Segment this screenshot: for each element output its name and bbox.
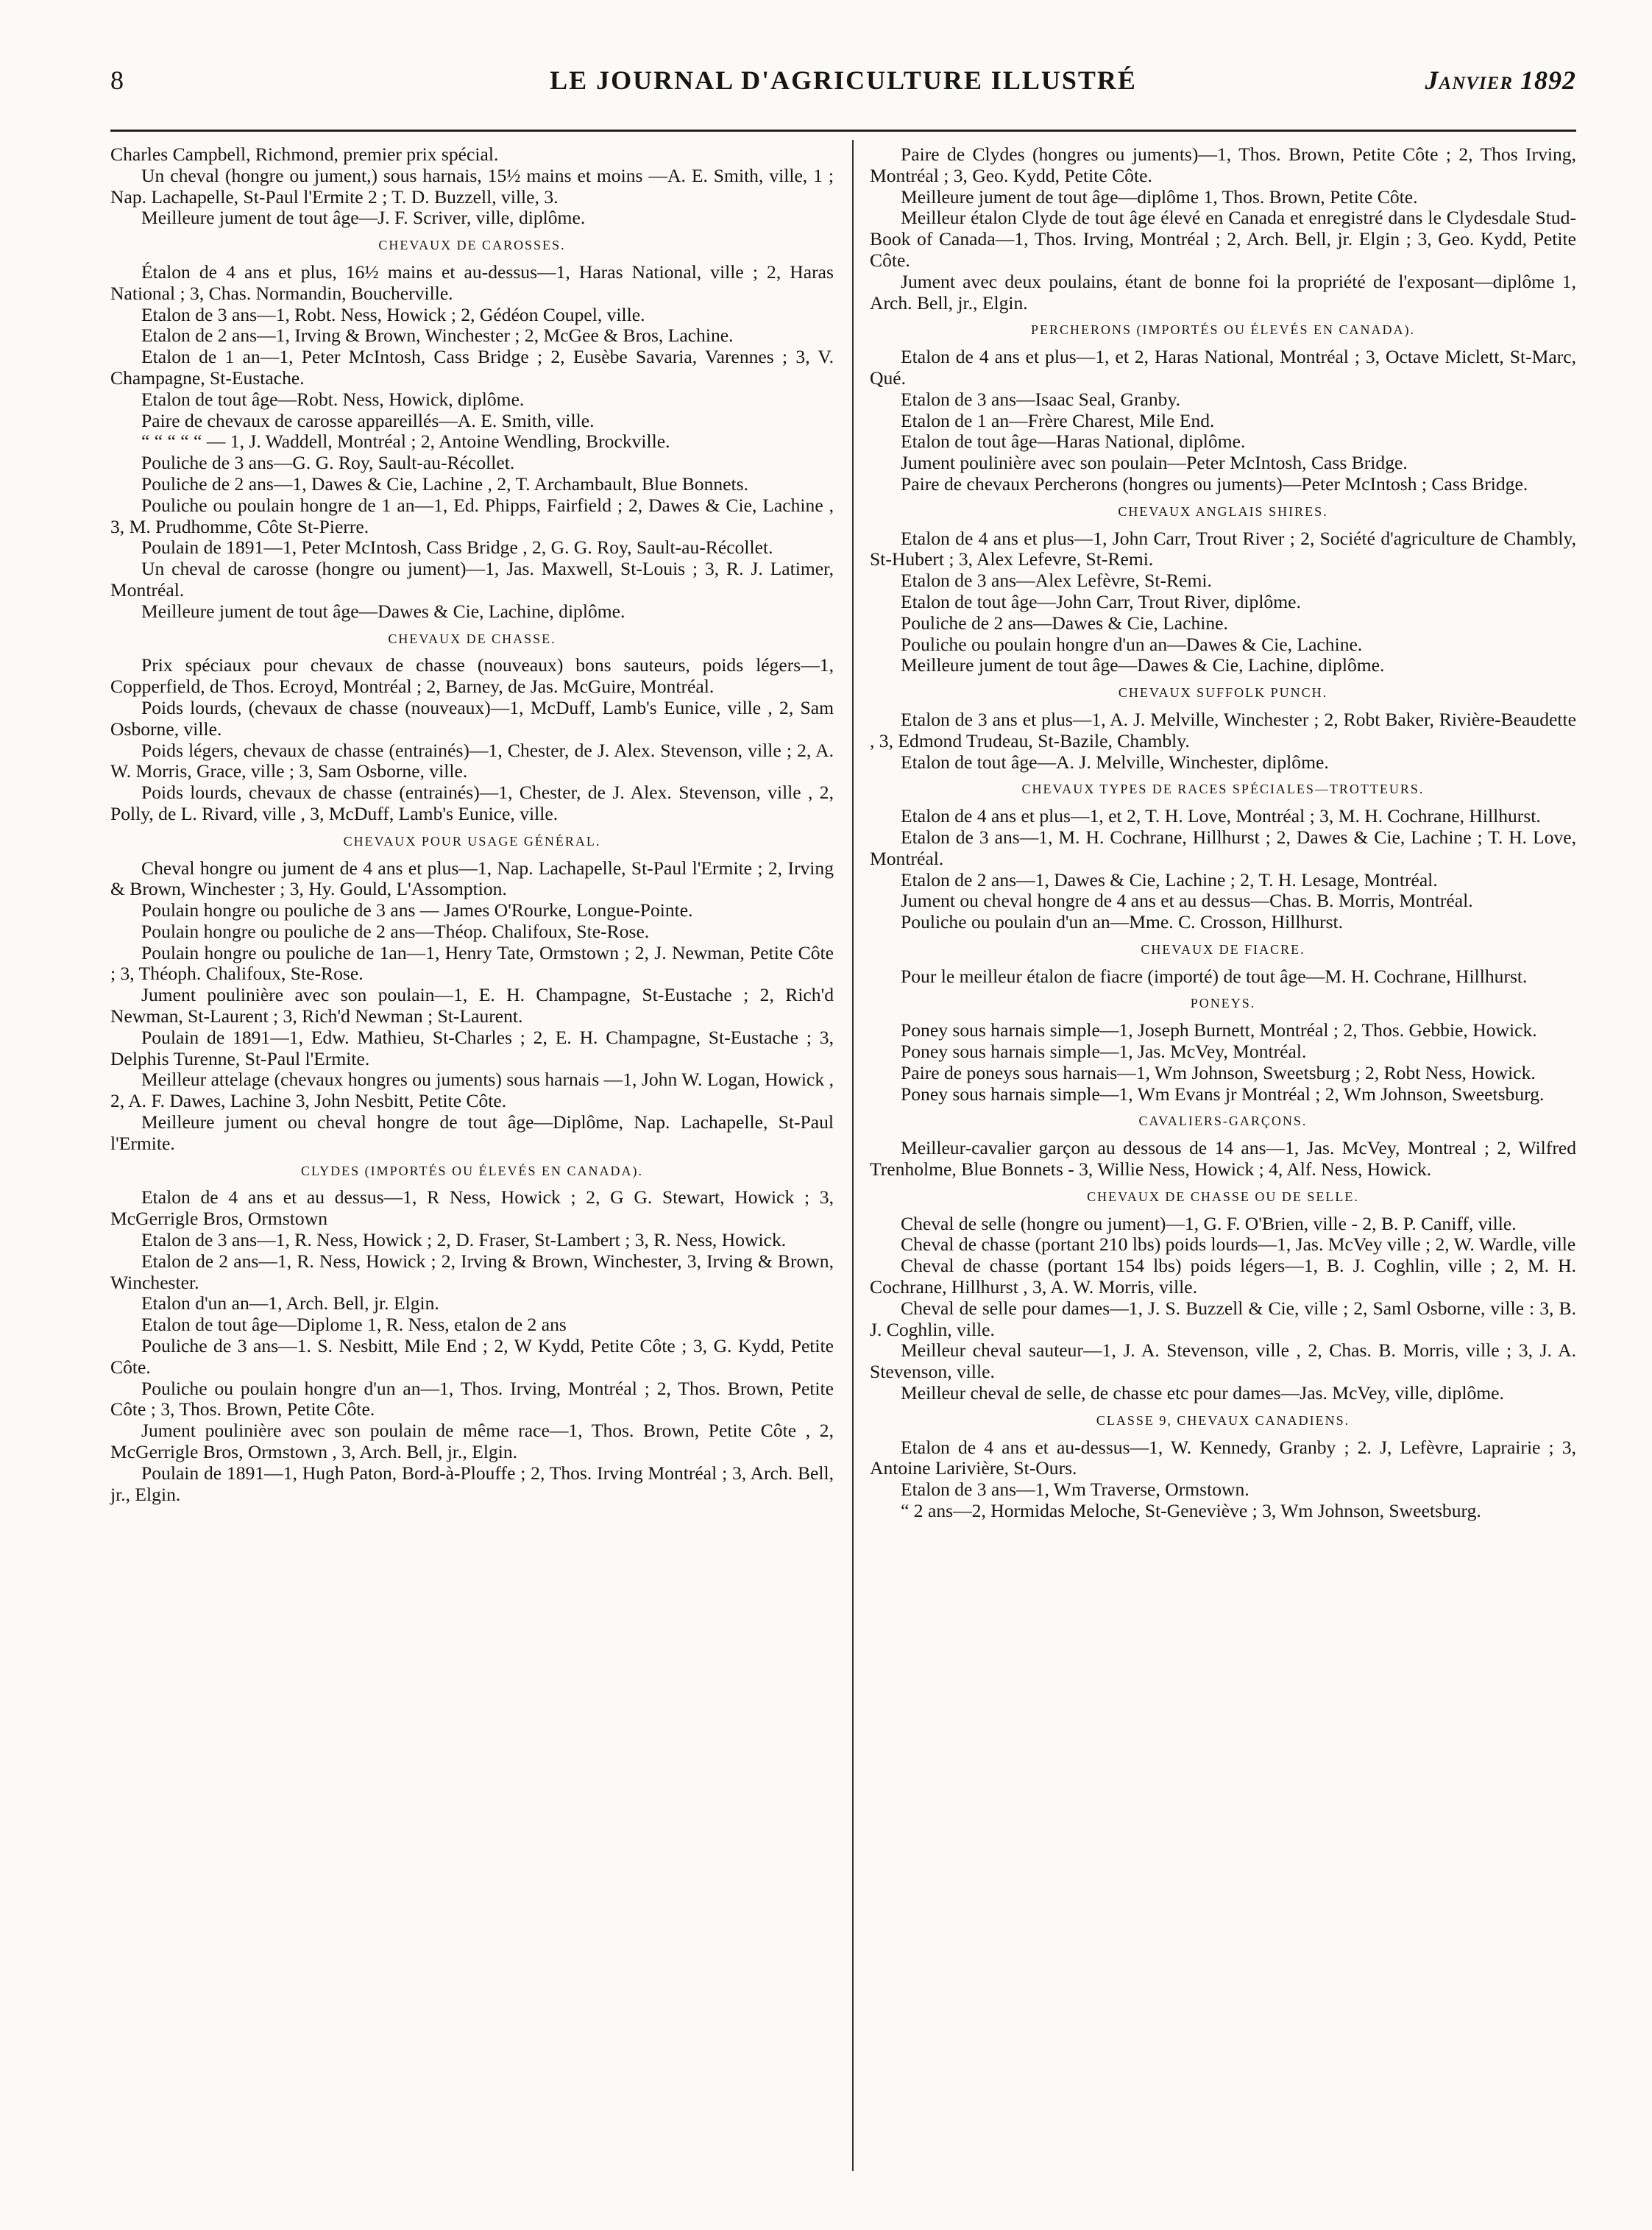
column-divider <box>852 140 854 2171</box>
paragraph: Jument poulinière avec son poulain—Peter McIntosh, Cass Bridge. <box>901 452 1408 474</box>
paragraph: Meilleure jument de tout âge—diplôme 1, Thos. Brown, Petite Côte. <box>901 185 1418 208</box>
paragraph: Etalon de tout âge—Diplome 1, R. Ness, etalon de 2 ans <box>141 1314 567 1336</box>
paragraph: Meilleur cheval sauteur—1, J. A. Stevenson, ville , 2, Chas. B. Morris, ville ; 3, J. A. Stevenson, ville. <box>870 1339 1576 1383</box>
right-column <box>870 144 1576 1522</box>
paragraph: Charles Campbell, Richmond, premier prix spécial. <box>110 144 499 165</box>
paragraph: Cheval hongre ou jument de 4 ans et plus—1, Nap. Lachapelle, St-Paul l'Ermite ; 2, Irving & Brown, Winchester ; 3, Hy. Gould, L'Assomption. <box>110 857 834 900</box>
paragraph: Poulain hongre ou pouliche de 3 ans — James O'Rourke, Longue-Pointe. <box>141 899 693 921</box>
section-heading: CHEVAUX ANGLAIS SHIRES. <box>1118 503 1328 519</box>
paragraph: Paire de chevaux Percherons (hongres ou juments)—Peter McIntosh ; Cass Bridge. <box>901 472 1528 495</box>
section-heading: PONEYS. <box>1190 996 1256 1011</box>
section-heading: CLYDES (IMPORTÉS OU ÉLEVÉS EN CANADA). <box>300 1163 644 1178</box>
paragraph: Prix spéciaux pour chevaux de chasse (nouveaux) bons sauteurs, poids légers—1, Copperfield, de Thos. Ecroyd, Montréal ; 2, Barney, de Jas. McGuire, Montréal. <box>110 654 834 698</box>
paragraph: Cheval de selle pour dames—1, J. S. Buzzell & Cie, ville ; 2, Saml Osborne, ville : 3, B. J. Coghlin, ville. <box>870 1297 1576 1340</box>
paragraph: Etalon de 4 ans et au dessus—1, R Ness, Howick ; 2, G G. Stewart, Howick ; 3, McGerrigle Bros, Ormstown <box>110 1186 834 1230</box>
paragraph: Etalon de 3 ans—Isaac Seal, Granby. <box>901 388 1180 410</box>
paragraph: Pour le meilleur étalon de fiacre (importé) de tout âge—M. H. Cochrane, Hillhurst. <box>901 965 1528 987</box>
paragraph: Meilleur attelage (chevaux hongres ou juments) sous harnais —1, John W. Logan, Howick , 2, A. F. Dawes, Lachine 3, John Nesbitt, Petite Côte. <box>110 1069 834 1112</box>
paragraph: Etalon de 4 ans et plus—1, et 2, T. H. Love, Montréal ; 3, M. H. Cochrane, Hillhurst. <box>901 805 1541 827</box>
paragraph: Pouliche de 2 ans—Dawes & Cie, Lachine. <box>901 612 1228 634</box>
paragraph: Poulain de 1891—1, Hugh Paton, Bord-à-Plouffe ; 2, Thos. Irving Montréal ; 3, Arch. Bell, jr., Elgin. <box>110 1462 834 1505</box>
paragraph: Meilleure jument de tout âge—Dawes & Cie, Lachine, diplôme. <box>901 654 1385 676</box>
paragraph: Etalon de 3 ans—1, R. Ness, Howick ; 2, D. Fraser, St-Lambert ; 3, R. Ness, Howick. <box>141 1229 787 1251</box>
paragraph: Cheval de chasse (portant 154 lbs) poids légers—1, B. J. Coghlin, ville ; 2, M. H. Cochrane, Hillhurst , 3, A. W. Morris, ville. <box>870 1255 1576 1298</box>
paragraph: Etalon de tout âge—John Carr, Trout River, diplôme. <box>901 590 1301 612</box>
paragraph: Poulain de 1891—1, Peter McIntosh, Cass Bridge , 2, G. G. Roy, Sault-au-Récollet. <box>141 537 773 559</box>
paragraph: Meilleur-cavalier garçon au dessous de 14 ans—1, Jas. McVey, Montreal ; 2, Wilfred Trenholme, Blue Bonnets - 3, Willie Ness, Howick ; 4, Alf. Ness, Howick. <box>870 1137 1576 1181</box>
paragraph: Poids légers, chevaux de chasse (entrainés)—1, Chester, de J. Alex. Stevenson, ville ; 2, A. W. Morris, Grace, ville ; 3, Sam Osborne, ville. <box>110 739 834 782</box>
section-heading: CHEVAUX POUR USAGE GÉNÉRAL. <box>343 833 601 849</box>
paragraph: Un cheval de carosse (hongre ou jument)—1, Jas. Maxwell, St-Louis ; 3, R. J. Latimer, Montréal. <box>110 558 834 601</box>
paragraph: Etalon de tout âge—Robt. Ness, Howick, diplôme. <box>141 388 525 410</box>
section-heading: CAVALIERS-GARÇONS. <box>1138 1114 1308 1129</box>
section-heading: CHEVAUX DE CHASSE. <box>388 631 556 646</box>
paragraph: Poids lourds, (chevaux de chasse (nouveaux)—1, McDuff, Lamb's Eunice, ville , 2, Sam Osborne, ville. <box>110 696 834 740</box>
section-heading: CHEVAUX DE CAROSSES. <box>378 238 566 253</box>
paragraph: Etalon de 3 ans—1, Wm Traverse, Ormstown. <box>901 1479 1249 1501</box>
page-number: 8 <box>110 66 124 95</box>
paragraph: Un cheval (hongre ou jument,) sous harnais, 15½ mains et moins —A. E. Smith, ville, 1 ; Nap. Lachapelle, St-Paul l'Ermite 2 ; T. D. Buzzell, ville, 3. <box>110 164 834 208</box>
paragraph: Etalon d'un an—1, Arch. Bell, jr. Elgin. <box>141 1292 439 1314</box>
paragraph: “ “ “ “ “ — 1, J. Waddell, Montréal ; 2, Antoine Wendling, Brockville. <box>141 431 670 453</box>
paragraph: Etalon de tout âge—A. J. Melville, Winchester, diplôme. <box>901 751 1329 773</box>
paragraph: Pouliche ou poulain d'un an—Mme. C. Crosson, Hillhurst. <box>901 911 1344 933</box>
paragraph: Meilleur cheval de selle, de chasse etc pour dames—Jas. McVey, ville, diplôme. <box>901 1382 1504 1404</box>
paragraph: Pouliche ou poulain hongre d'un an—1, Thos. Irving, Montréal ; 2, Thos. Brown, Petite Côte ; 3, Thos. Brown, Petite Côte. <box>110 1377 834 1420</box>
section-heading: CHEVAUX TYPES DE RACES SPÉCIALES—TROTTEURS. <box>1021 782 1425 797</box>
paragraph: Etalon de 3 ans—Alex Lefèvre, St-Remi. <box>901 570 1212 592</box>
paragraph: Etalon de 4 ans et au-dessus—1, W. Kennedy, Granby ; 2. J, Lefèvre, Laprairie ; 3, Antoine Larivière, St-Ours. <box>870 1436 1576 1479</box>
paragraph: Etalon de 2 ans—1, R. Ness, Howick ; 2, Irving & Brown, Winchester, 3, Irving & Brown, Winchester. <box>110 1250 834 1293</box>
paragraph: Paire de Clydes (hongres ou juments)—1, Thos. Brown, Petite Côte ; 2, Thos Irving, Montréal ; 3, Geo. Kydd, Petite Côte. <box>870 144 1576 186</box>
paragraph: Poney sous harnais simple—1, Wm Evans jr Montréal ; 2, Wm Johnson, Sweetsburg. <box>901 1083 1545 1105</box>
paragraph: Etalon de 2 ans—1, Irving & Brown, Winchester ; 2, McGee & Bros, Lachine. <box>141 325 734 347</box>
paragraph: Meilleur étalon Clyde de tout âge élevé en Canada et enregistré dans le Clydesdale Stud-Book of Canada—1, Thos. Irving, Montréal ; 2, Arch. Bell, jr. Elgin ; 3, Geo. Kydd, Petite Côte. <box>870 207 1576 271</box>
header-rule <box>110 130 1576 132</box>
paragraph: Etalon de 2 ans—1, Dawes & Cie, Lachine ; 2, T. H. Lesage, Montréal. <box>901 868 1438 891</box>
paragraph: Paire de chevaux de carosse appareillés—A. E. Smith, ville. <box>141 409 595 431</box>
paragraph: Etalon de 3 ans—1, Robt. Ness, Howick ; 2, Gédéon Coupel, ville. <box>141 303 645 325</box>
paragraph: Paire de poneys sous harnais—1, Wm Johnson, Sweetsburg ; 2, Robt Ness, Howick. <box>901 1061 1536 1083</box>
section-heading: CLASSE 9, CHEVAUX CANADIENS. <box>1096 1412 1350 1428</box>
paragraph: Etalon de tout âge—Haras National, diplôme. <box>901 431 1246 453</box>
issue-date: Janvier 1892 <box>1425 66 1576 95</box>
paragraph: “ 2 ans—2, Hormidas Meloche, St-Geneviève ; 3, Wm Johnson, Sweetsburg. <box>901 1500 1481 1522</box>
paragraph: Poids lourds, chevaux de chasse (entrainés)—1, Chester, de J. Alex. Stevenson, ville , 2, Polly, de L. Rivard, ville , 3, McDuff, Lamb's Eunice, ville. <box>110 782 834 824</box>
paragraph: Pouliche de 2 ans—1, Dawes & Cie, Lachine , 2, T. Archambault, Blue Bonnets. <box>141 472 748 495</box>
paragraph: Etalon de 3 ans et plus—1, A. J. Melville, Winchester ; 2, Robt Baker, Rivière-Beaudette , 3, Edmond Trudeau, St-Bazile, Chambly. <box>870 708 1576 751</box>
paragraph: Jument ou cheval hongre de 4 ans et au dessus—Chas. B. Morris, Montréal. <box>901 890 1473 912</box>
paragraph: Étalon de 4 ans et plus, 16½ mains et au-dessus—1, Haras National, ville ; 2, Haras National ; 3, Chas. Normandin, Boucherville. <box>110 261 834 304</box>
left-column <box>110 144 834 1505</box>
paragraph: Etalon de 4 ans et plus—1, John Carr, Trout River ; 2, Société d'agriculture de Chambly, St-Hubert ; 3, Alex Lefevre, St-Remi. <box>870 527 1576 570</box>
section-heading: CHEVAUX DE CHASSE OU DE SELLE. <box>1087 1189 1359 1204</box>
paragraph: Poulain hongre ou pouliche de 1an—1, Henry Tate, Ormstown ; 2, J. Newman, Petite Côte ; 3, Théoph. Chalifoux, Ste-Rose. <box>110 941 834 985</box>
paragraph: Etalon de 4 ans et plus—1, et 2, Haras National, Montréal ; 3, Octave Miclett, St-Marc, Qué. <box>870 346 1576 389</box>
paragraph: Etalon de 1 an—Frère Charest, Mile End. <box>901 409 1215 431</box>
paragraph: Etalon de 1 an—1, Peter McIntosh, Cass Bridge ; 2, Eusèbe Savaria, Varennes ; 3, V. Champagne, St-Eustache. <box>110 346 834 389</box>
paragraph: Jument poulinière avec son poulain de même race—1, Thos. Brown, Petite Côte , 2, McGerrigle Bros, Ormstown , 3, Arch. Bell, jr., Elgin. <box>110 1420 834 1463</box>
paragraph: Pouliche de 3 ans—1. S. Nesbitt, Mile End ; 2, W Kydd, Petite Côte ; 3, G. Kydd, Petite Côte. <box>110 1335 834 1378</box>
paragraph: Poney sous harnais simple—1, Jas. McVey, Montréal. <box>901 1041 1307 1063</box>
paragraph: Poulain hongre ou pouliche de 2 ans—Théop. Chalifoux, Ste-Rose. <box>141 920 650 942</box>
paragraph: Jument poulinière avec son poulain—1, E. H. Champagne, St-Eustache ; 2, Rich'd Newman, St-Laurent ; 3, Rich'd Newman ; St-Laurent. <box>110 984 834 1027</box>
paragraph: Jument avec deux poulains, étant de bonne foi la propriété de l'exposant—diplôme 1, Arch. Bell, jr., Elgin. <box>870 270 1576 314</box>
paragraph: Pouliche ou poulain hongre d'un an—Dawes & Cie, Lachine. <box>901 633 1363 655</box>
page-header <box>110 65 1576 109</box>
paragraph: Meilleure jument ou cheval hongre de tout âge—Diplôme, Nap. Lachapelle, St-Paul l'Ermite. <box>110 1111 834 1154</box>
section-heading: CHEVAUX SUFFOLK PUNCH. <box>1118 685 1328 701</box>
paragraph: Pouliche ou poulain hongre de 1 an—1, Ed. Phipps, Fairfield ; 2, Dawes & Cie, Lachine , 3, M. Prudhomme, Côte St-Pierre. <box>110 494 834 537</box>
section-heading: PERCHERONS (IMPORTÉS OU ÉLEVÉS EN CANADA). <box>1031 322 1415 338</box>
paragraph: Meilleure jument de tout âge—J. F. Scriver, ville, diplôme. <box>141 207 586 229</box>
section-heading: CHEVAUX DE FIACRE. <box>1141 941 1305 957</box>
paragraph: Cheval de selle (hongre ou jument)—1, G. F. O'Brien, ville - 2, B. P. Caniff, ville. <box>901 1212 1517 1234</box>
paragraph: Cheval de chasse (portant 210 lbs) poids lourds—1, Jas. McVey ville ; 2, W. Wardle, ville <box>901 1233 1576 1256</box>
journal-title: LE JOURNAL D'AGRICULTURE ILLUSTRÉ <box>550 66 1137 95</box>
paragraph: Poulain de 1891—1, Edw. Mathieu, St-Charles ; 2, E. H. Champagne, St-Eustache ; 3, Delphis Turenne, St-Paul l'Ermite. <box>110 1026 834 1069</box>
paragraph: Etalon de 3 ans—1, M. H. Cochrane, Hillhurst ; 2, Dawes & Cie, Lachine ; T. H. Love, Montréal. <box>870 826 1576 869</box>
paragraph: Meilleure jument de tout âge—Dawes & Cie, Lachine, diplôme. <box>141 600 625 622</box>
paragraph: Pouliche de 3 ans—G. G. Roy, Sault-au-Récollet. <box>141 452 515 474</box>
paragraph: Poney sous harnais simple—1, Joseph Burnett, Montréal ; 2, Thos. Gebbie, Howick. <box>901 1019 1537 1041</box>
